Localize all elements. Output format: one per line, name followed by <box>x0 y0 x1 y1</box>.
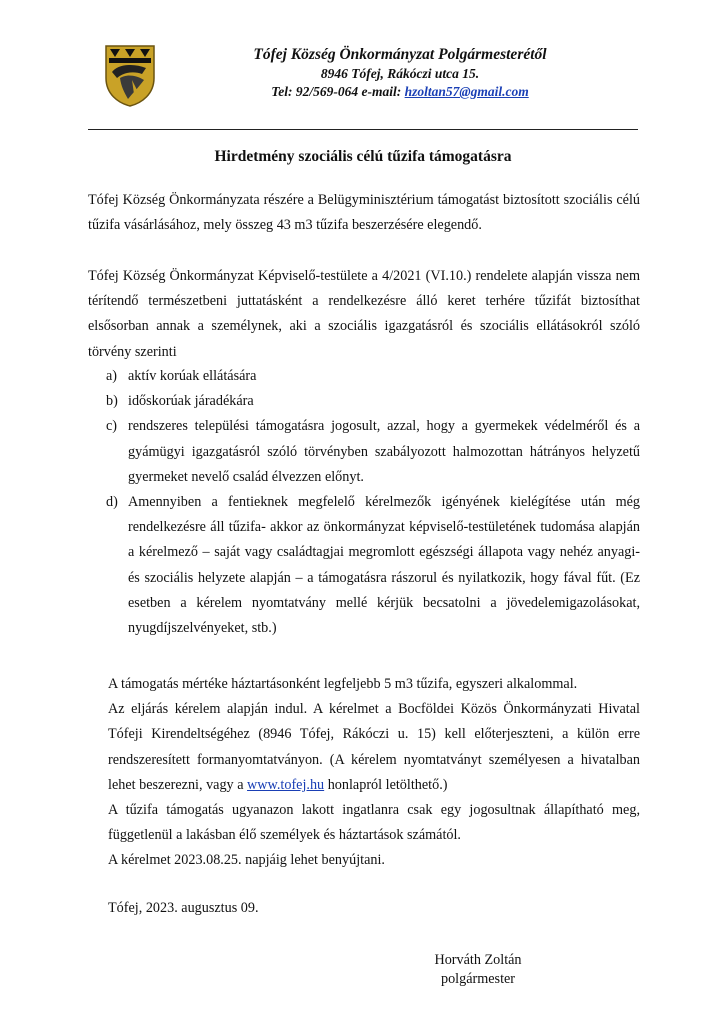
intro-paragraph: Tófej Község Önkormányzata részére a Belügyminisztérium támogatást biztosított szociális célú tűzifa vásárlásához, mely összeg 43 m3 tűzifa beszerzésére elegendő. <box>88 192 640 234</box>
document-date: Tófej, 2023. augusztus 09. <box>108 900 259 916</box>
support-amount: A támogatás mértéke háztartásonként legfeljebb 5 m3 tűzifa, egyszeri alkalommal. <box>108 676 578 692</box>
list-marker: a) <box>106 368 118 384</box>
eligibility-paragraph: Tófej Község Önkormányzat Képviselő-testülete a 4/2021 (VI.10.) rendelete alapján vissza nem térítendő természetbeni juttatásként a rendelkezésre álló keret terhére tűzifát biztosíthat elsősorban annak a személynek, aki a szociális igazgatásról és szociális ellátásokról szóló törvény szerinti <box>88 268 640 360</box>
list-item-text: aktív korúak ellátására <box>128 368 257 384</box>
list-item <box>88 389 640 414</box>
coat-of-arms-logo <box>104 44 156 108</box>
procedure-text-end: honlapról letölthető.) <box>324 776 448 793</box>
list-marker: d) <box>106 494 118 511</box>
document-title: Hirdetmény szociális célú tűzifa támogatásra <box>214 148 512 165</box>
email-link[interactable]: hzoltan57@gmail.com <box>404 84 529 99</box>
website-link[interactable]: www.tofej.hu <box>247 776 325 793</box>
list-item-text: rendszeres települési támogatásra jogosult, azzal, hogy a gyermekek védelméről és a gyámügyi igazgatásról szóló törvényben szabályozott halmozottan hátrányos helyzetű gyermeket nevelő család élvezzen előnyt. <box>128 418 640 485</box>
list-marker: b) <box>106 393 118 410</box>
eligibility-limit: A tűzifa támogatás ugyanazon lakott ingatlanra csak egy jogosultnak állapítható meg, függetlenül a lakásban élő személyek és háztartások számától. <box>108 802 640 844</box>
letterhead <box>175 45 625 101</box>
eligibility-list <box>88 364 640 641</box>
list-item-text: időskorúak járadékára <box>128 393 254 410</box>
list-item <box>88 414 640 490</box>
list-item <box>88 364 640 389</box>
procedure-text: Az eljárás kérelem alapján indul. A kérelmet a Bocföldei Közös Önkormányzati Hivatal Tófeji Kirendeltségéhez (8946 Tófej, Rákóczi u. 15) kell előterjeszteni, a külön erre rendszeresített formanyomtatványon. (A kérelem nyomtatványt személyesen a hivatalban lehet beszerezni, vagy a <box>108 701 640 793</box>
procedure-section <box>108 672 640 874</box>
letterhead-title: Tófej Község Önkormányzat Polgármesterétől <box>253 46 547 63</box>
signer-name: Horváth Zoltán <box>434 952 522 968</box>
signature-block <box>418 951 538 989</box>
list-item-text: Amennyiben a fentieknek megfelelő kérelmezők igényének kielégítése után még rendelkezésre áll tűzifa- akkor az önkormányzat képviselő-testületének tudomása alapján a kérelmező – saját vagy családtagjai megromlott egészségi állapota vagy nehéz anyagi- és szociális helyzete alapján – a támogatásra rászorul és nyilatkozik, hogy fával fűt. (Ez esetben a kérelem nyomtatvány mellé kérjük becsatolni a jövedelemigazolásokat, nyugdíjszelvényeket, stb.) <box>128 494 640 637</box>
letterhead-address: 8946 Tófej, Rákóczi utca 15. <box>320 66 480 81</box>
list-marker: c) <box>106 418 118 435</box>
letterhead-phone: Tel: 92/569-064 e-mail: <box>271 84 405 99</box>
signer-role: polgármester <box>440 971 516 987</box>
letterhead-contact <box>175 83 625 101</box>
deadline: A kérelmet 2023.08.25. napjáig lehet benyújtani. <box>108 852 385 869</box>
header-divider <box>88 129 638 130</box>
procedure-paragraph <box>108 697 640 798</box>
list-item <box>88 490 640 641</box>
